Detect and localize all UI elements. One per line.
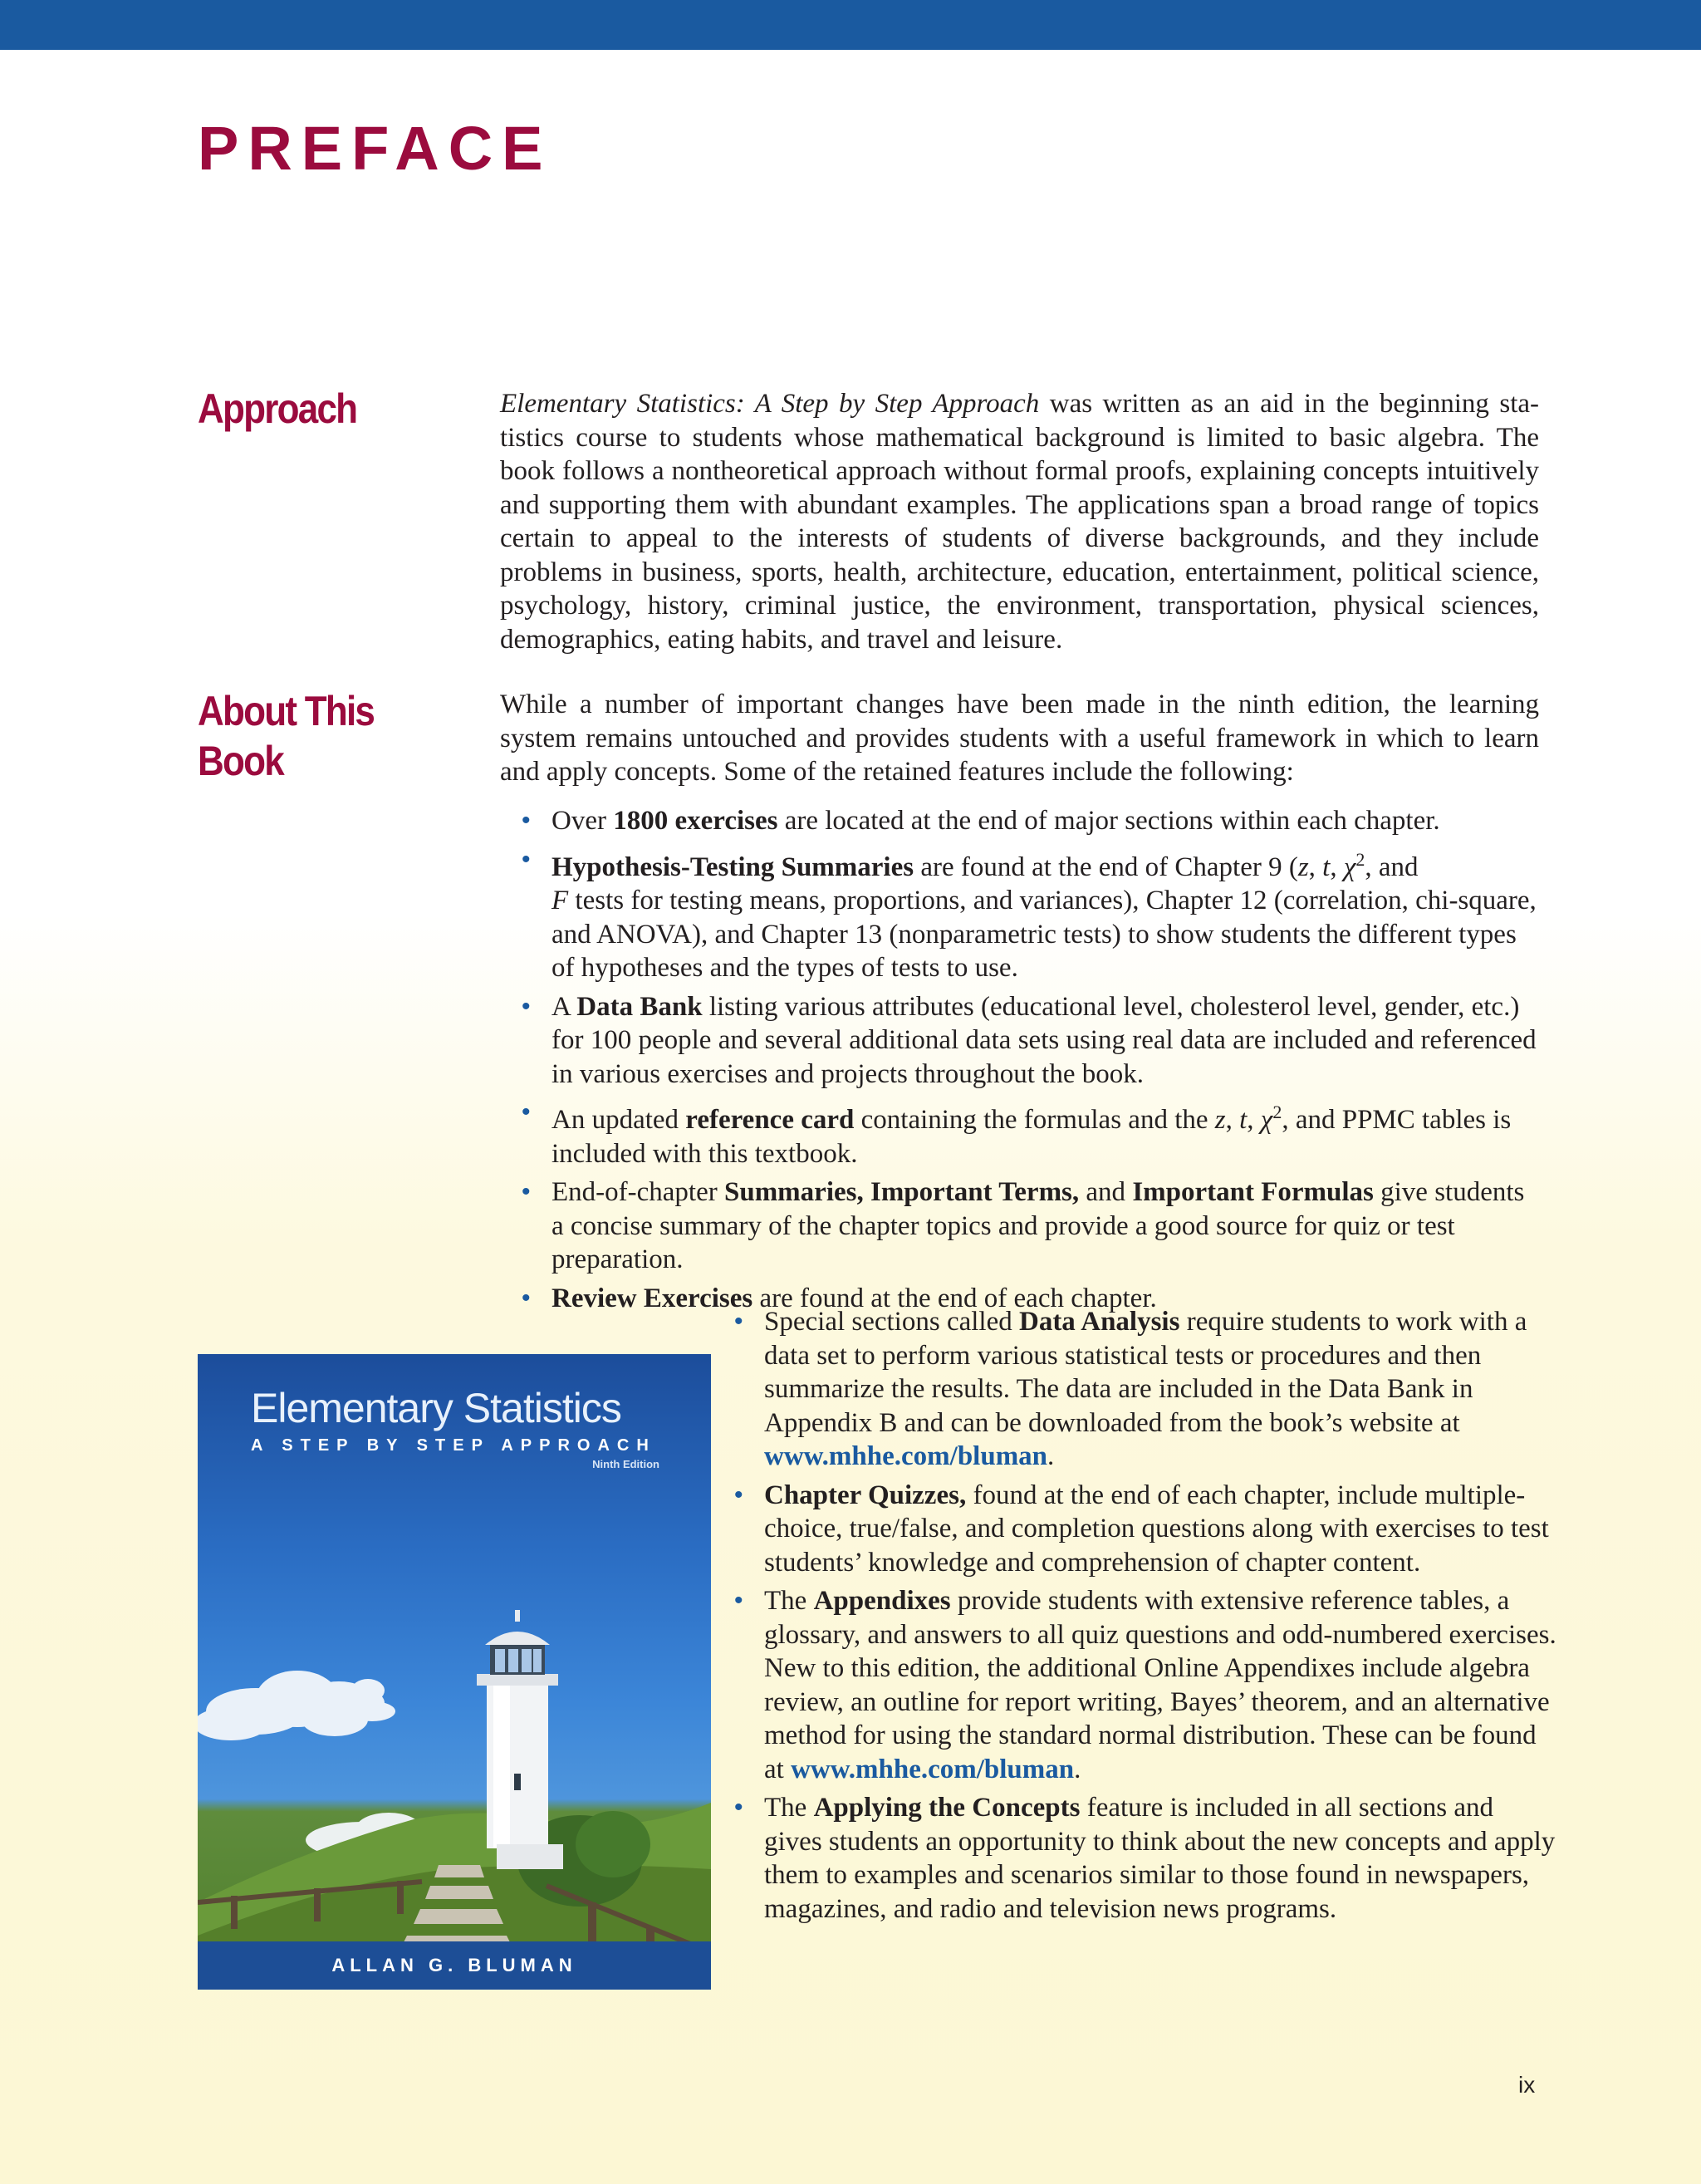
list-item: • An updated reference card containing the formulas and the z, t, $\chi^2$, and PPMC tables is included with this textbook. [522, 1096, 1543, 1171]
page-title: PREFACE [198, 114, 552, 183]
book-cover-image [198, 1354, 711, 1990]
list-item: • Over 1800 exercises are located at the end of major sections within each chapter. [522, 804, 1543, 838]
about-heading-line2: Book [198, 738, 283, 784]
cover-title: Elementary Statistics [251, 1385, 621, 1431]
website-link[interactable]: www.mhhe.com/bluman [791, 1754, 1075, 1784]
list-item: • Chapter Quizzes, found at the end of each chapter, include multiple-choice, true/false, and completion questions along with exercises to test students’ knowledge and comprehension of chapter content. [734, 1479, 1556, 1580]
about-heading [198, 686, 374, 786]
cover-edition: Ninth Edition [592, 1458, 659, 1470]
about-intro-paragraph: While a number of important changes have been made in the ninth edition, the learning system remains untouched and provides students with a useful framework in which to learn and apply concepts. Some of the retained features include the following: [500, 690, 1539, 787]
list-item: • The Appendixes provide students with extensive reference tables, a glossary, and answers to all quiz questions and odd-numbered exercises. New to this edition, the additional Online Appendixes include algebra review, an outline for report writing, Bayes’ theorem, and an alternative method for using the standard normal distribution. These can be found at www.mhhe.com/bluman. [734, 1584, 1556, 1786]
approach-heading: Approach [198, 385, 357, 432]
website-link[interactable]: www.mhhe.com/bluman [764, 1441, 1048, 1471]
feature-list-lower [734, 1305, 1556, 1931]
list-item: • Hypothesis-Testing Summaries are found at the end of Chapter 9 (z, t, $\chi^2$, and F tests for testing means, proportions, and variances), Chapter 12 (correlation, chi-square, and ANOVA), and Chapter 13 (nonparametric tests) to show students the different types of hypotheses and the types of tests to use. [522, 843, 1543, 985]
list-item: • The Applying the Concepts feature is included in all sections and gives students an opportunity to think about the new concepts and apply them to examples and scenarios similar to those found in newspapers, magazines, and radio and television news programs. [734, 1791, 1556, 1926]
list-item: • Special sections called Data Analysis require students to work with a data set to perform various statistical tests or procedures and then summarize the results. The data are included in the Data Bank in Appendix B and can be downloaded from the book’s website at www.mhhe.com/bluman. [734, 1305, 1556, 1474]
list-item: • End-of-chapter Summaries, Important Terms, and Important Formulas give students a concise summary of the chapter topics and provide a good source for quiz or test preparation. [522, 1175, 1543, 1277]
approach-paragraph [500, 387, 1539, 656]
approach-text: was written as an aid in the beginning statistics course to students whose mathematical background is limited to basic algebra. The book follows a nontheoretical approach without formal proofs, explaining concepts intuitively and supporting them with abundant examples. The applications span a broad range of topics certain to appeal to the interests of students of diverse backgrounds, and they include problems in business, sports, health, architecture, education, entertainment, political science, psychology, history, criminal justice, the environment, transportation, physical sciences, demographics, eating habits, and travel and leisure. [500, 389, 1540, 655]
about-heading-line1: About This [198, 688, 375, 734]
cover-subtitle: A STEP BY STEP APPROACH [251, 1436, 656, 1455]
feature-list-upper [522, 804, 1543, 1320]
book-title-italic: Elementary Statistics: A Step by Step Approach [500, 389, 1040, 419]
list-item: • A Data Bank listing various attributes (educational level, cholesterol level, gender, etc.) for 100 people and several additional data sets using real data are included and referenced in various exercises and projects throughout the book. [522, 990, 1543, 1092]
page-number: ix [1518, 2072, 1536, 2098]
list-item: • Review Exercises are found at the end of each chapter. [522, 1282, 1543, 1316]
top-color-bar [0, 0, 1701, 50]
cover-author: ALLAN G. BLUMAN [331, 1955, 577, 1975]
